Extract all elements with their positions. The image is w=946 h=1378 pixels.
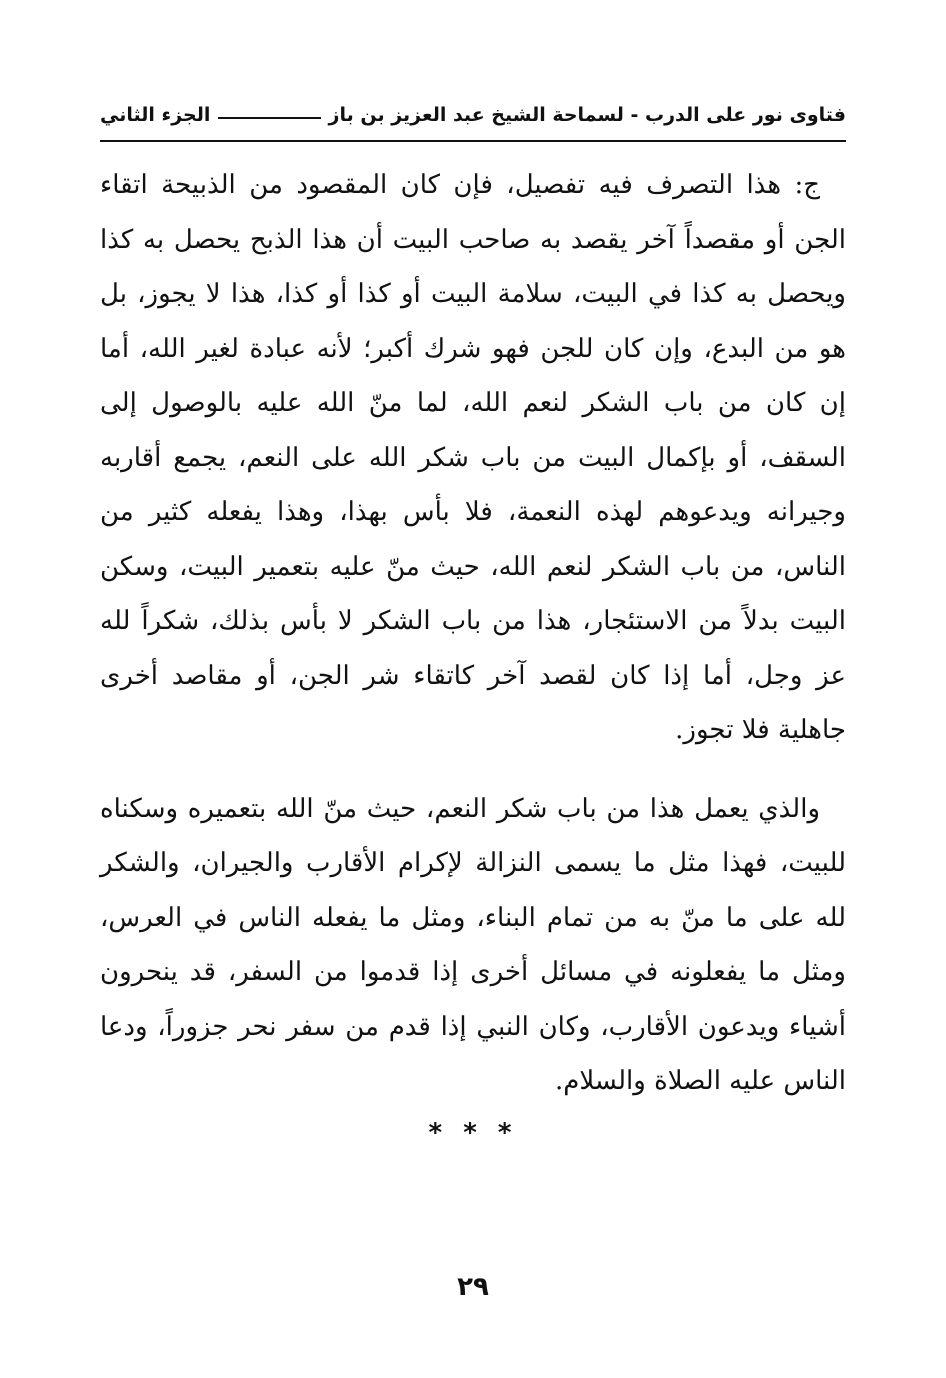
running-header [100, 95, 846, 135]
header-leader-line [218, 117, 320, 119]
answer-paragraph: ج: هذا التصرف فيه تفصيل، فإن كان المقصود من الذبيحة اتقاء الجن أو مقصداً آخر يقصد به صاحب البيت أن هذا الذبح يحصل به كذا ويحصل به كذا في البيت، سلامة البيت أو كذا أو كذا، هذا لا يجوز، بل هو من البدع، وإن كان للجن فهو شرك أكبر؛ لأنه عبادة لغير الله، أما إن كان من باب الشكر لنعم الله، لما منّ الله عليه بالوصول إلى السقف، أو بإكمال البيت من باب شكر الله على النعم، يجمع أقاربه وجيرانه ويدعوهم لهذه النعمة، فلا بأس بهذا، وهذا يفعله كثير من الناس، من باب الشكر لنعم الله، حيث منّ عليه بتعمير البيت، وسكن البيت بدلاً من الاستئجار، هذا من باب الشكر لا بأس بذلك، شكراً لله عز وجل، أما إذا كان لقصد آخر كاتقاء شر الجن، أو مقاصد أخرى جاهلية فلا تجوز. [100, 170, 846, 745]
header-part-label: الجزء الثاني [100, 104, 211, 126]
header-title: فتاوى نور على الدرب - لسماحة الشيخ عبد العزيز بن باز [328, 104, 846, 126]
page-body [100, 158, 846, 1109]
body-paragraph: والذي يعمل هذا من باب شكر النعم، حيث منّ الله بتعميره وسكناه للبيت، فهذا مثل ما يسمى النزالة لإكرام الأقارب والجيران، والشكر لله على ما منّ به من تمام البناء، ومثل ما يفعله الناس في العرس، ومثل ما يفعلونه في مسائل أخرى إذا قدموا من السفر، قد ينحرون أشياء ويدعون الأقارب، وكان النبي إذا قدم من سفر نحر جزوراً، ودعا الناس عليه الصلاة والسلام. [100, 793, 846, 1096]
page-number: ٢٩ [457, 1272, 489, 1302]
section-separator: * * * [428, 1118, 518, 1148]
header-divider [100, 140, 846, 142]
